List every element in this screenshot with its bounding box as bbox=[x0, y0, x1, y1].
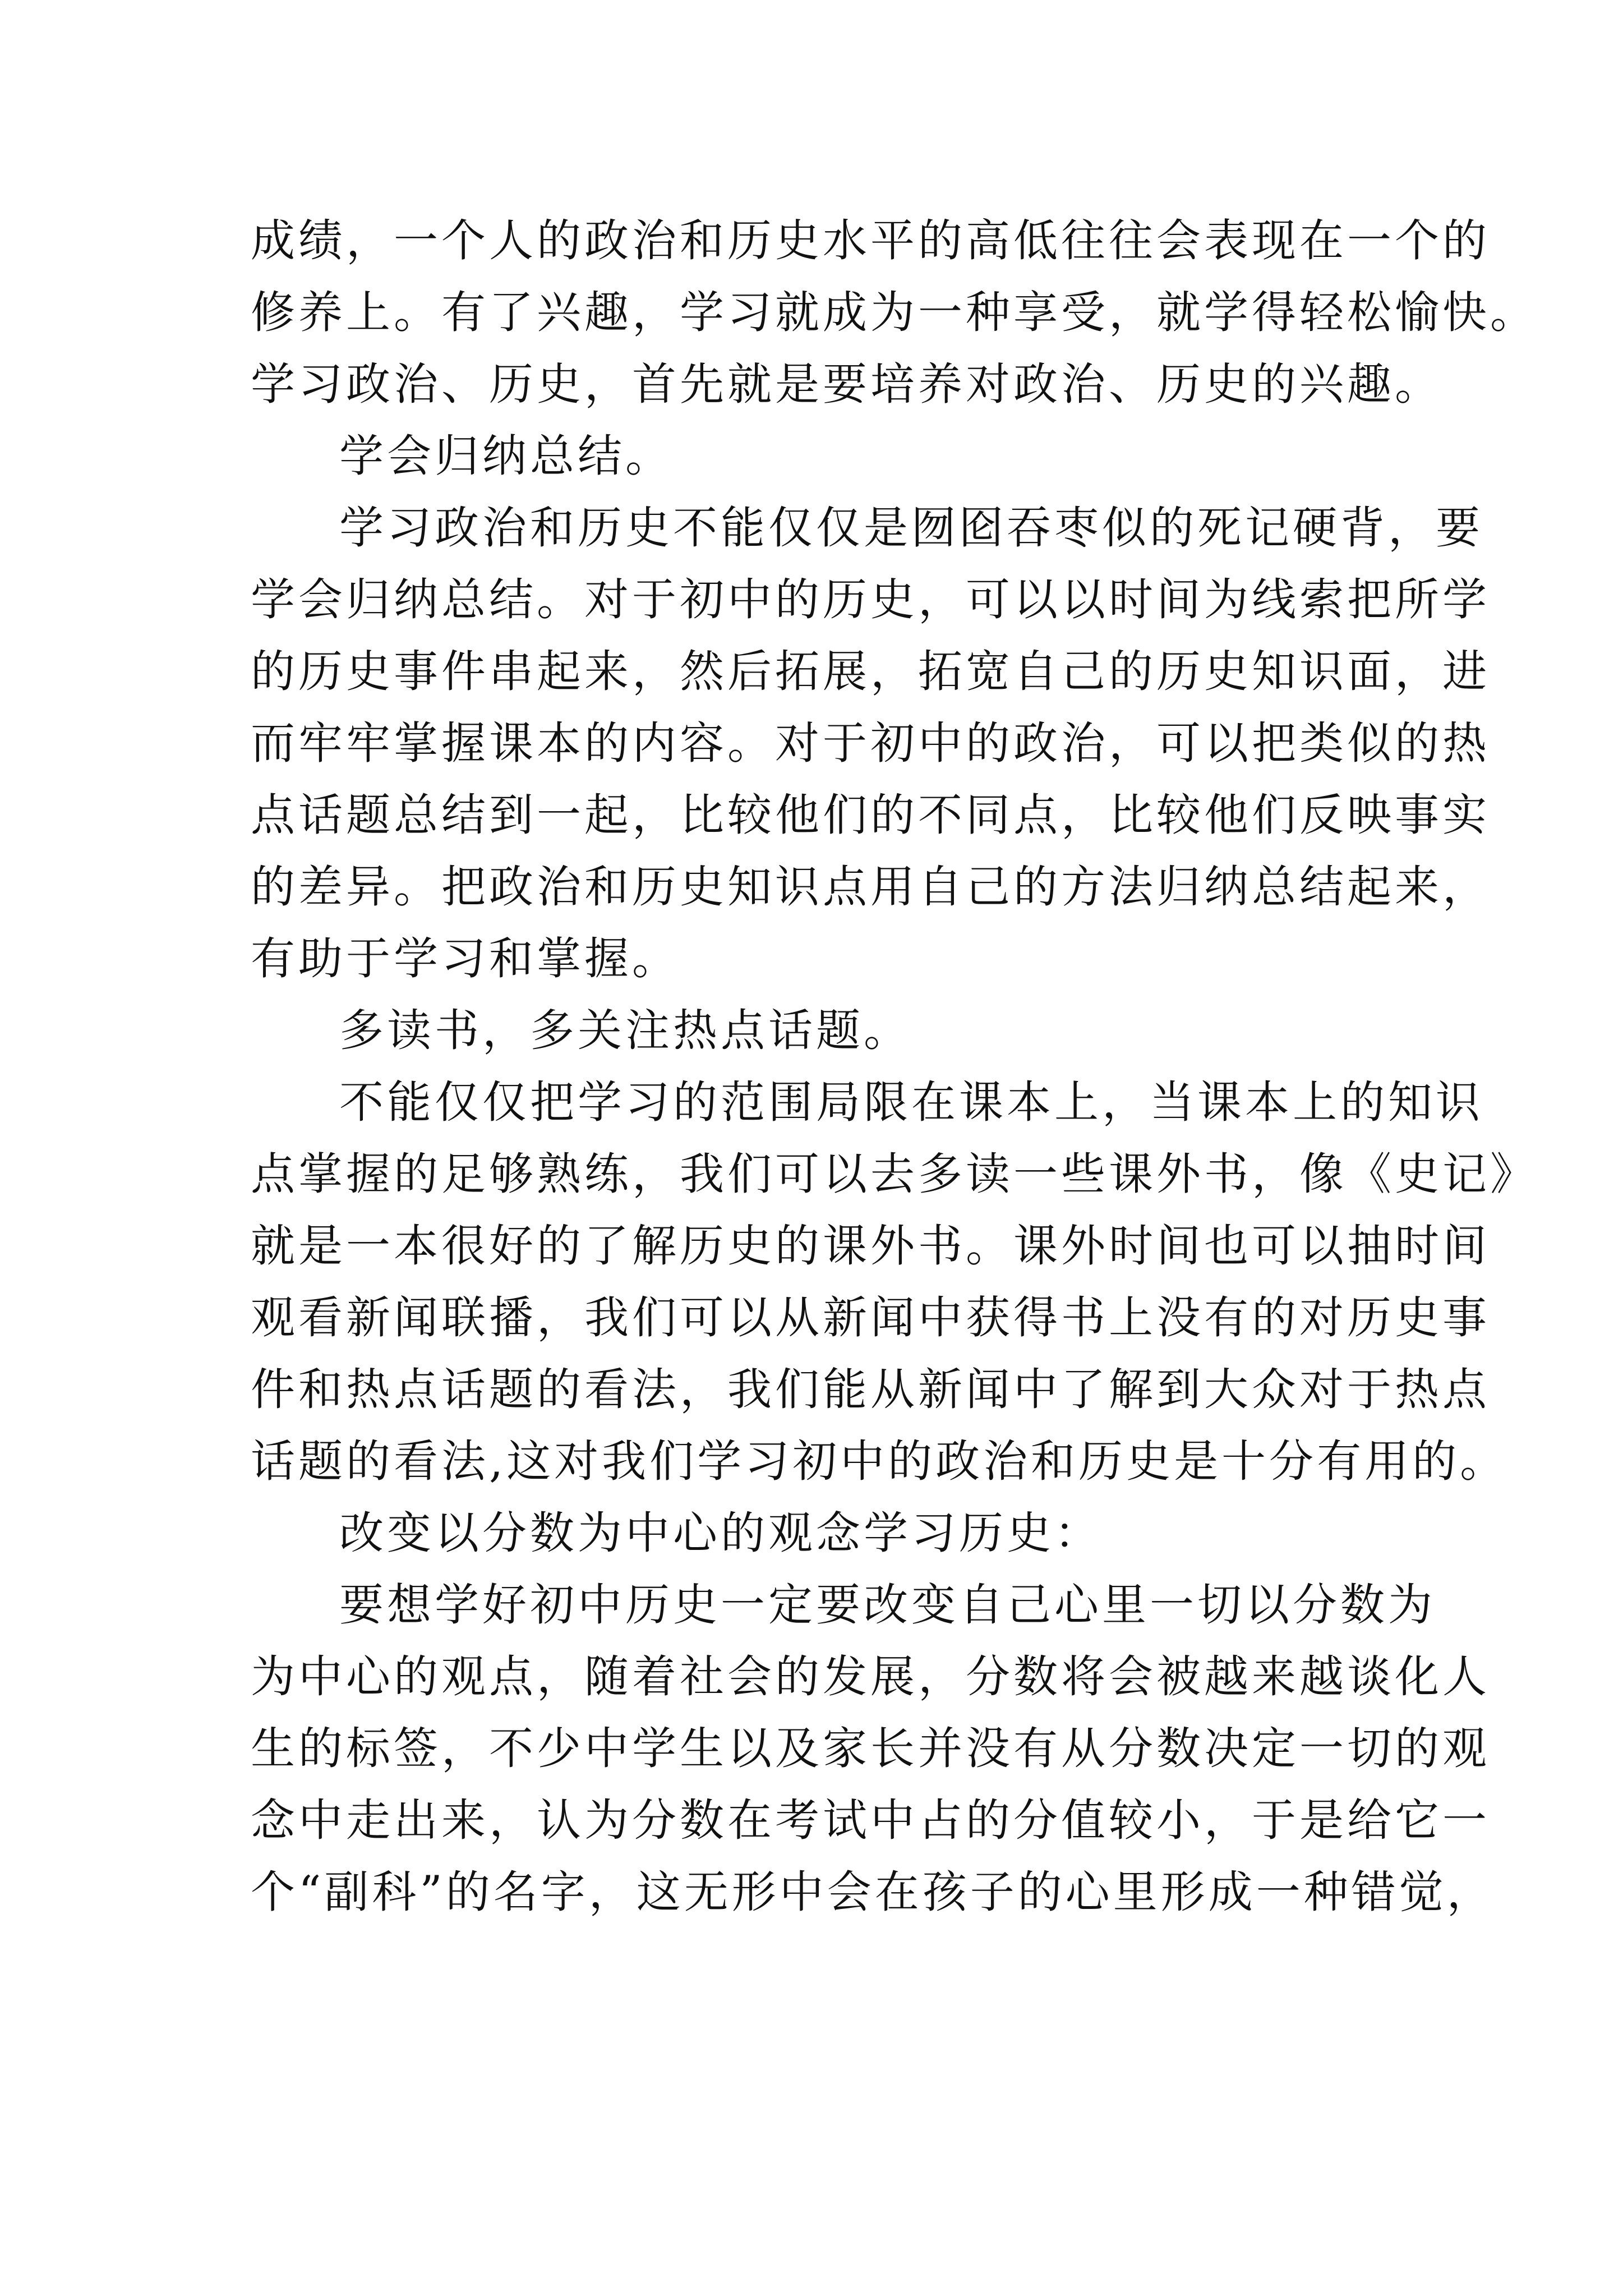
text-line: 学会归纳总结。 bbox=[339, 430, 673, 482]
text-line: 改变以分数为中心的观念学习历史： bbox=[339, 1507, 1102, 1559]
text-line: 多读书，多关注热点话题。 bbox=[339, 1005, 911, 1056]
text-line: 的差异。把政治和历史知识点用自己的方法归纳总结起来， bbox=[251, 861, 1490, 913]
text-line: 个“副科”的名字，这无形中会在孩子的心里形成一种错觉， bbox=[251, 1866, 1495, 1918]
text-line: 点话题总结到一起，比较他们的不同点，比较他们反映事实 bbox=[251, 789, 1490, 841]
text-line: 要想学好初中历史一定要改变自己心里一切以分数为 bbox=[339, 1579, 1436, 1631]
text-line: 学习政治、历史，首先就是要培养对政治、历史的兴趣。 bbox=[251, 358, 1442, 410]
text-line: 成绩，一个人的政治和历史水平的高低往往会表现在一个的 bbox=[251, 215, 1490, 266]
text-line: 观看新闻联播，我们可以从新闻中获得书上没有的对历史事 bbox=[251, 1292, 1490, 1343]
text-line: 件和热点话题的看法，我们能从新闻中了解到大众对于热点 bbox=[251, 1364, 1490, 1415]
text-line: 为中心的观点，随着社会的发展，分数将会被越来越谈化人 bbox=[251, 1651, 1490, 1703]
text-line: 就是一本很好的了解历史的课外书。课外时间也可以抽时间 bbox=[251, 1220, 1490, 1272]
text-line: 的历史事件串起来，然后拓展，拓宽自己的历史知识面，进 bbox=[251, 646, 1490, 697]
text-line: 点掌握的足够熟练，我们可以去多读一些课外书，像《史记》 bbox=[251, 1148, 1538, 1200]
text-line: 不能仅仅把学习的范围局限在课本上，当课本上的知识 bbox=[339, 1076, 1483, 1128]
text-line: 话题的看法,这对我们学习初中的政治和历史是十分有用的。 bbox=[251, 1435, 1508, 1487]
text-line: 有助于学习和掌握。 bbox=[251, 933, 680, 984]
text-line: 生的标签，不少中学生以及家长并没有从分数决定一切的观 bbox=[251, 1723, 1490, 1774]
text-line: 念中走出来，认为分数在考试中占的分值较小，于是给它一 bbox=[251, 1795, 1490, 1846]
text-line: 学会归纳总结。对于初中的历史，可以以时间为线索把所学 bbox=[251, 574, 1490, 625]
text-line: 学习政治和历史不能仅仅是囫囵吞枣似的死记硬背，要 bbox=[339, 502, 1483, 554]
text-line: 而牢牢掌握课本的内容。对于初中的政治，可以把类似的热 bbox=[251, 717, 1490, 769]
text-line: 修养上。有了兴趣，学习就成为一种享受，就学得轻松愉快。 bbox=[251, 287, 1538, 338]
body-text bbox=[251, 205, 1538, 1928]
